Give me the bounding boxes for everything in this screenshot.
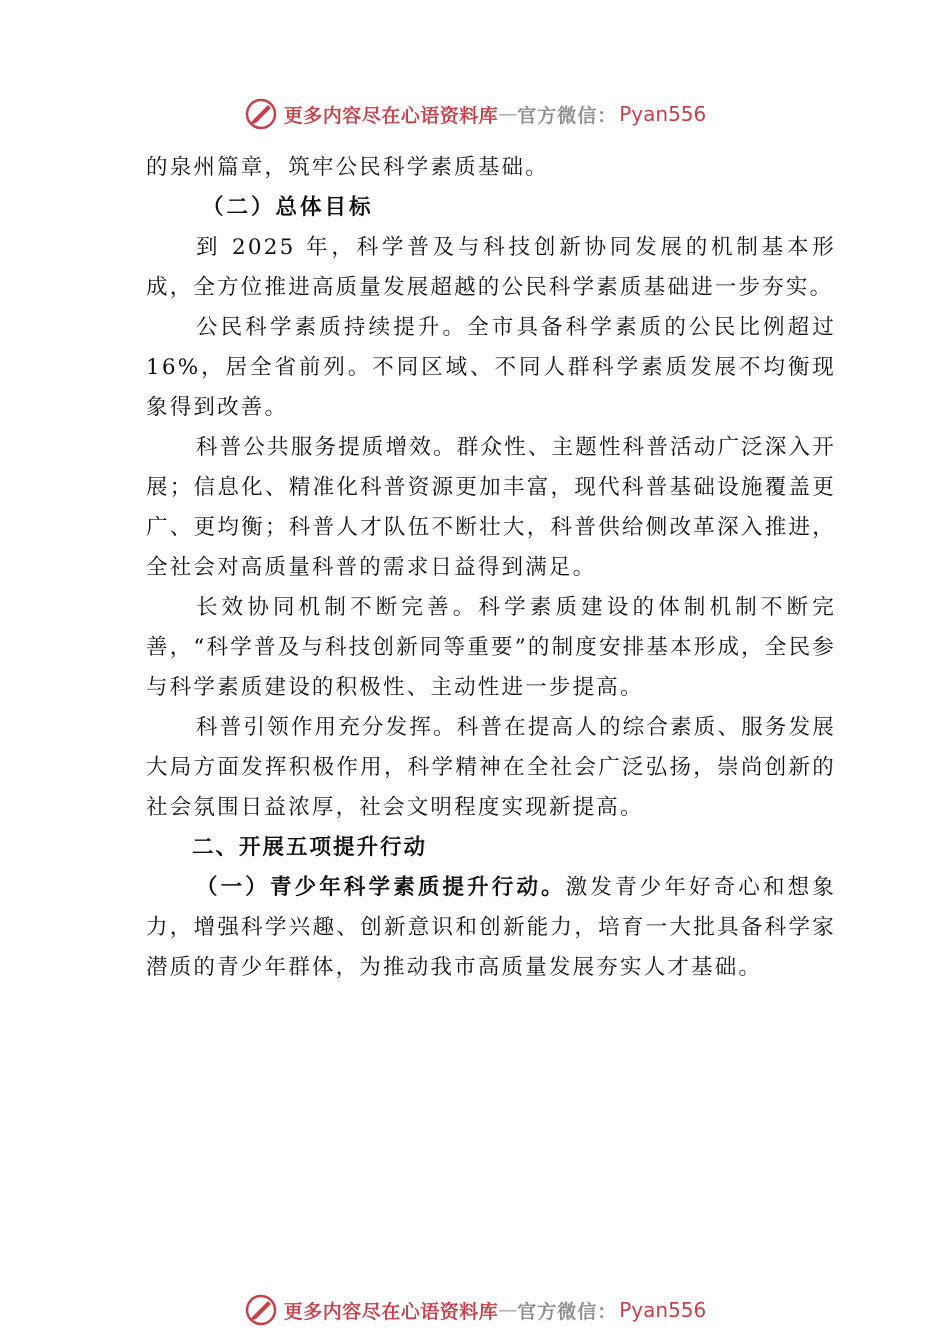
- watermark-official: 官方微信：: [517, 1300, 618, 1323]
- paragraph-mechanism: 长效协同机制不断完善。科学素质建设的体制机制不断完善，“科学普及与科技创新同等重要”的制度安排基本形成，全民参与科学素质建设的积极性、主动性进一步提高。: [146, 595, 836, 700]
- brand-logo-icon: [244, 1293, 278, 1327]
- youth-action-text: 激发青少年好奇心和想象力，增强科学兴趣、创新意识和创新能力，培育一大批具备科学家潜质的青少年群体，为推动我市高质量发展夯实人才基础。: [146, 875, 836, 980]
- watermark-brand: 更多内容尽在心语资料库: [283, 1300, 499, 1323]
- paragraph-leading-role: 科普引领作用充分发挥。科普在提高人的综合素质、服务发展大局方面发挥积极作用，科学精神在全社会广泛弘扬，崇尚创新的社会氛围日益浓厚，社会文明程度实现新提高。: [146, 715, 836, 820]
- paragraph-literacy-improvement: 公民科学素质持续提升。全市具备科学素质的公民比例超过 16%，居全省前列。不同区域、不同人群科学素质发展不均衡现象得到改善。: [146, 315, 836, 420]
- brand-logo-icon: [244, 97, 278, 131]
- document-body: [146, 148, 836, 988]
- section-heading-overall-goals: （二）总体目标: [202, 195, 374, 220]
- paragraph-goal-2025: 到 2025 年，科学普及与科技创新协同发展的机制基本形成，全方位推进高质量发展超越的公民科学素质基础进一步夯实。: [146, 235, 836, 300]
- paragraph-youth-action: [146, 868, 836, 988]
- watermark-dash: —: [498, 1299, 518, 1321]
- footer-watermark: [0, 1290, 950, 1330]
- watermark-official: 官方微信：: [517, 104, 618, 127]
- watermark-wechat-id: Pyan556: [619, 102, 707, 126]
- watermark-brand: 更多内容尽在心语资料库: [283, 104, 499, 127]
- watermark-dash: —: [498, 103, 518, 125]
- watermark-wechat-id: Pyan556: [619, 1298, 707, 1322]
- youth-action-lead: （一）青少年科学素质提升行动。: [196, 875, 566, 900]
- header-watermark: [0, 94, 950, 134]
- section-heading-five-actions: 二、开展五项提升行动: [192, 835, 428, 860]
- paragraph-public-service: 科普公共服务提质增效。群众性、主题性科普活动广泛深入开展；信息化、精准化科普资源更加丰富，现代科普基础设施覆盖更广、更均衡；科普人才队伍不断壮大，科普供给侧改革深入推进，全社会对高质量科普的需求日益得到满足。: [146, 435, 836, 580]
- paragraph-continuation: 的泉州篇章，筑牢公民科学素质基础。: [146, 155, 549, 180]
